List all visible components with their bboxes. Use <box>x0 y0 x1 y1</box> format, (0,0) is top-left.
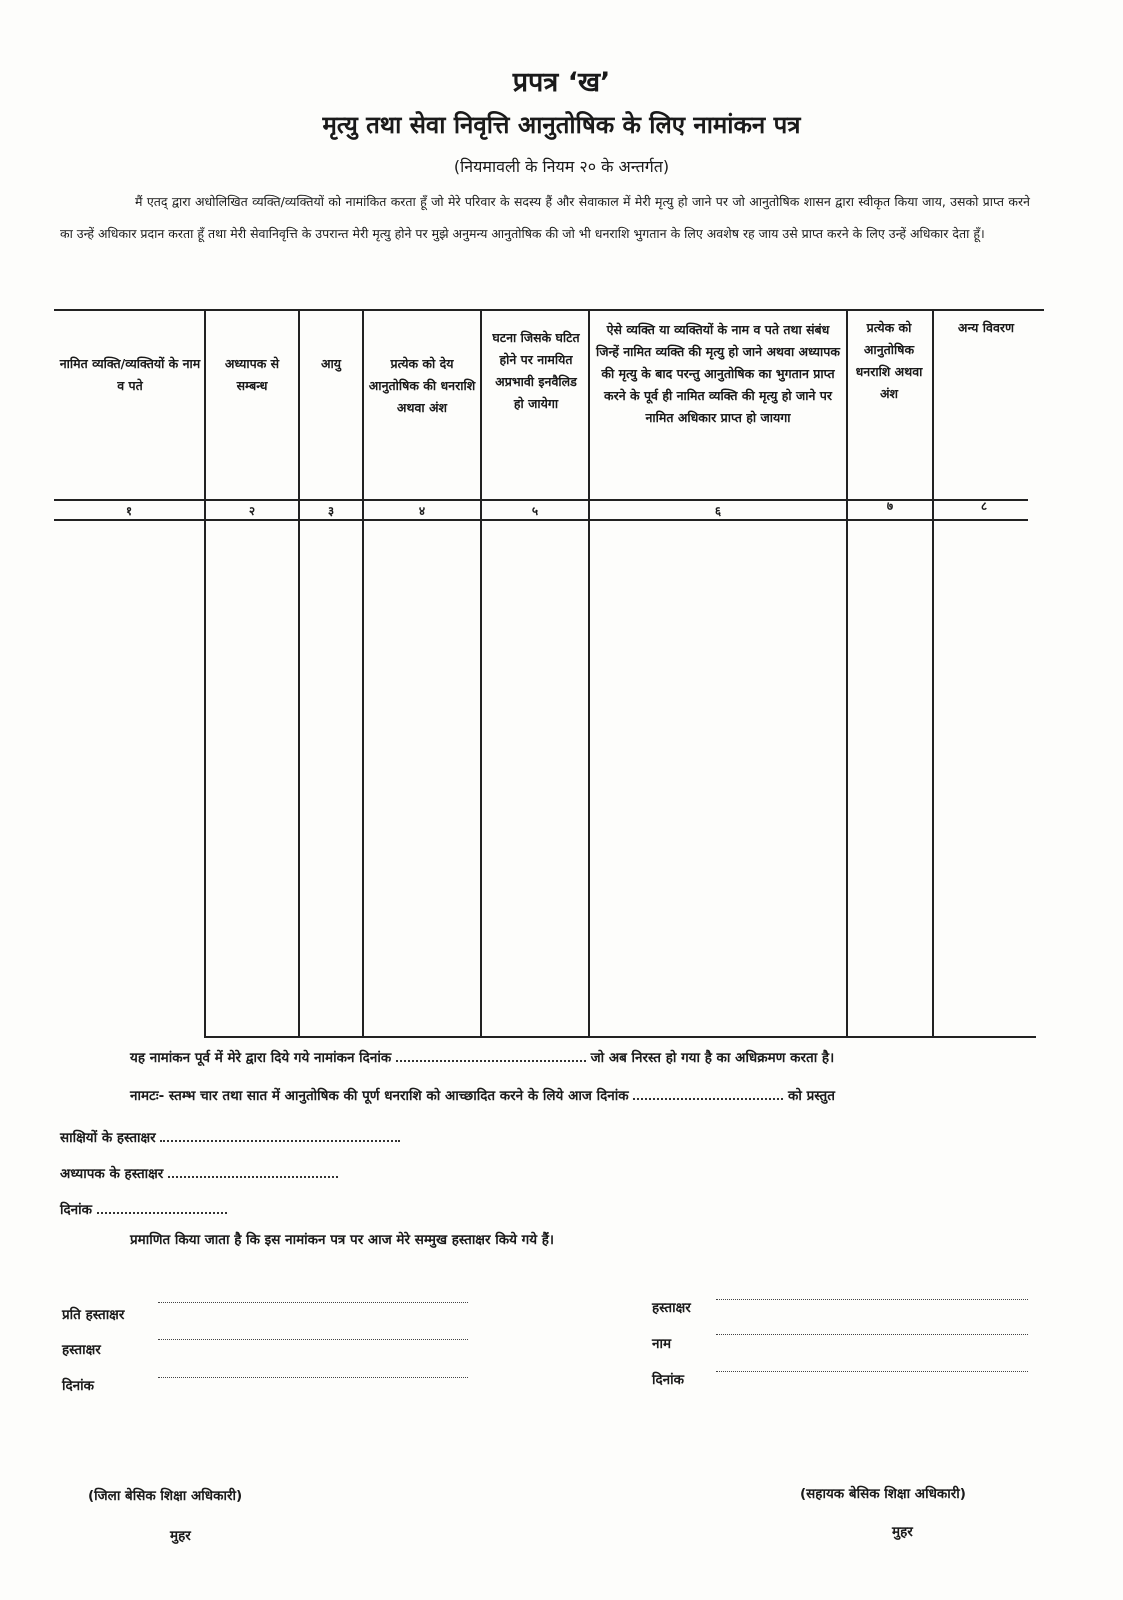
seal-right: मुहर <box>892 1524 913 1540</box>
intro-paragraph: मैं एतद् द्वारा अधोलिखित व्यक्ति/व्यक्तियों को नामांकित करता हूँ जो मेरे परिवार के सदस्य हैं और सेवाकाल में मेरी मृत्यु हो जाने पर जो आनुतोषिक शासन द्वारा स्वीकृत किया जाय, उसको प्राप्त करने का उन्हें अधिकार प्रदान करता हूँ तथा मेरी सेवानिवृत्ति के उपरान्त मेरी मृत्यु होने पर मुझे अनुमन्य आनुतोषिक की जो भी धनराशि भुगतान के लिए अवशेष रह जाय उसे प्राप्त करने के लिए उन्हें अधिकार देता हूँ। <box>60 194 1030 241</box>
col-number-5: ५ <box>531 504 539 518</box>
cell-other-details[interactable] <box>934 521 1034 1036</box>
header-other-details: अन्य विवरण <box>957 320 1015 335</box>
cell-alt-share[interactable] <box>848 521 932 1036</box>
right-name-field[interactable] <box>716 1333 1028 1335</box>
district-officer-label: (जिला बेसिक शिक्षा अधिकारी) <box>88 1488 243 1504</box>
header-nominee-name: नामित व्यक्ति/व्यक्तियों के नाम व पते <box>59 356 201 393</box>
header-age: आयु <box>320 356 342 371</box>
left-date-label: दिनांक <box>62 1378 95 1394</box>
teacher-signature-line <box>60 1164 338 1182</box>
header-share: प्रत्येक को देय आनुतोषिक की धनराशि अथवा अंश <box>368 356 476 415</box>
nominee-table <box>54 309 1044 1053</box>
cell-relation[interactable] <box>206 521 298 1036</box>
col-number-1: १ <box>125 504 133 518</box>
certification-statement: प्रमाणित किया जाता है कि इस नामांकन पत्र पर आज मेरे सम्मुख हस्ताक्षर किये गये हैं। <box>130 1232 555 1248</box>
right-signature-field[interactable] <box>716 1298 1028 1300</box>
right-name-label: नाम <box>652 1336 672 1352</box>
note-statement <box>130 1086 835 1104</box>
note-text-a: नामटः- स्तम्भ चार तथा सात में आनुतोषिक की पूर्ण धनराशि को आच्छादित करने के लिये आज दिनांक <box>130 1088 629 1104</box>
counter-signature-label: प्रति हस्ताक्षर <box>62 1307 125 1323</box>
date-label: दिनांक <box>60 1202 93 1218</box>
right-date-label: दिनांक <box>652 1372 685 1388</box>
assistant-officer-label: (सहायक बेसिक शिक्षा अधिकारी) <box>800 1486 966 1502</box>
cell-alternate-nominee[interactable] <box>590 521 846 1036</box>
cell-nominee-name[interactable] <box>56 521 204 1036</box>
col-number-7: ७ <box>886 499 894 513</box>
col-number-4: ४ <box>418 504 426 518</box>
col-number-3: ३ <box>327 504 335 518</box>
cancel-text-a: यह नामांकन पूर्व में मेरे द्वारा दिये गये नामांकन दिनांक <box>130 1050 392 1066</box>
date-field[interactable] <box>97 1200 227 1214</box>
right-signature-label: हस्ताक्षर <box>652 1300 691 1316</box>
teacher-signature-field[interactable] <box>168 1164 338 1178</box>
seal-left: मुहर <box>170 1528 191 1544</box>
cell-invalid-event[interactable] <box>482 521 588 1036</box>
cancel-statement <box>130 1048 834 1066</box>
witness-signature-line <box>60 1128 400 1146</box>
rule-note: (नियमावली के नियम २० के अन्तर्गत) <box>453 157 670 176</box>
table-top-border <box>54 309 1044 311</box>
header-relation: अध्यापक से सम्बन्ध <box>224 356 280 393</box>
cell-share[interactable] <box>364 521 480 1036</box>
form-title: प्रपत्र ‘ख’ <box>512 67 611 98</box>
right-date-field[interactable] <box>716 1370 1028 1372</box>
header-invalid-event: घटना जिसके घटित होने पर नामयित अप्रभावी इनवैलिड हो जायेगा <box>492 330 580 411</box>
cancel-date-field[interactable] <box>396 1048 586 1062</box>
col-number-6: ६ <box>714 504 722 518</box>
left-signature-label: हस्ताक्षर <box>62 1342 101 1358</box>
cell-age[interactable] <box>300 521 362 1036</box>
form-subtitle: मृत्यु तथा सेवा निवृत्ति आनुतोषिक के लिए नामांकन पत्र <box>322 111 801 139</box>
left-signature-field[interactable] <box>158 1338 468 1340</box>
date-line <box>60 1200 227 1218</box>
witness-signature-label: साक्षियों के हस्ताक्षर <box>60 1130 156 1146</box>
counter-signature-field[interactable] <box>158 1301 468 1303</box>
note-date-field[interactable] <box>633 1086 783 1100</box>
witness-signature-field[interactable] <box>160 1128 400 1142</box>
col-number-8: ८ <box>980 499 988 513</box>
teacher-signature-label: अध्यापक के हस्ताक्षर <box>60 1166 164 1182</box>
cancel-text-b: जो अब निरस्त हो गया है का अधिक्रमण करता है। <box>590 1050 835 1066</box>
table-bottom-border <box>204 1036 1036 1038</box>
header-alternate-nominee: ऐसे व्यक्ति या व्यक्तियों के नाम व पते तथा संबंध जिन्हें नामित व्यक्ति की मृत्यु हो जाने अथवा अध्यापक की मृत्यु के बाद परन्तु आनुतोषिक का भुगतान प्राप्त करने के पूर्व ही नामित व्यक्ति की मृत्यु हो जाने पर नामित अधिकार प्राप्त हो जायगा <box>596 322 840 425</box>
left-date-field[interactable] <box>158 1376 468 1378</box>
note-text-b: को प्रस्तुत <box>788 1088 835 1104</box>
col-number-2: २ <box>248 504 256 518</box>
header-alt-share: प्रत्येक को आनुतोषिक धनराशि अथवा अंश <box>855 320 923 401</box>
